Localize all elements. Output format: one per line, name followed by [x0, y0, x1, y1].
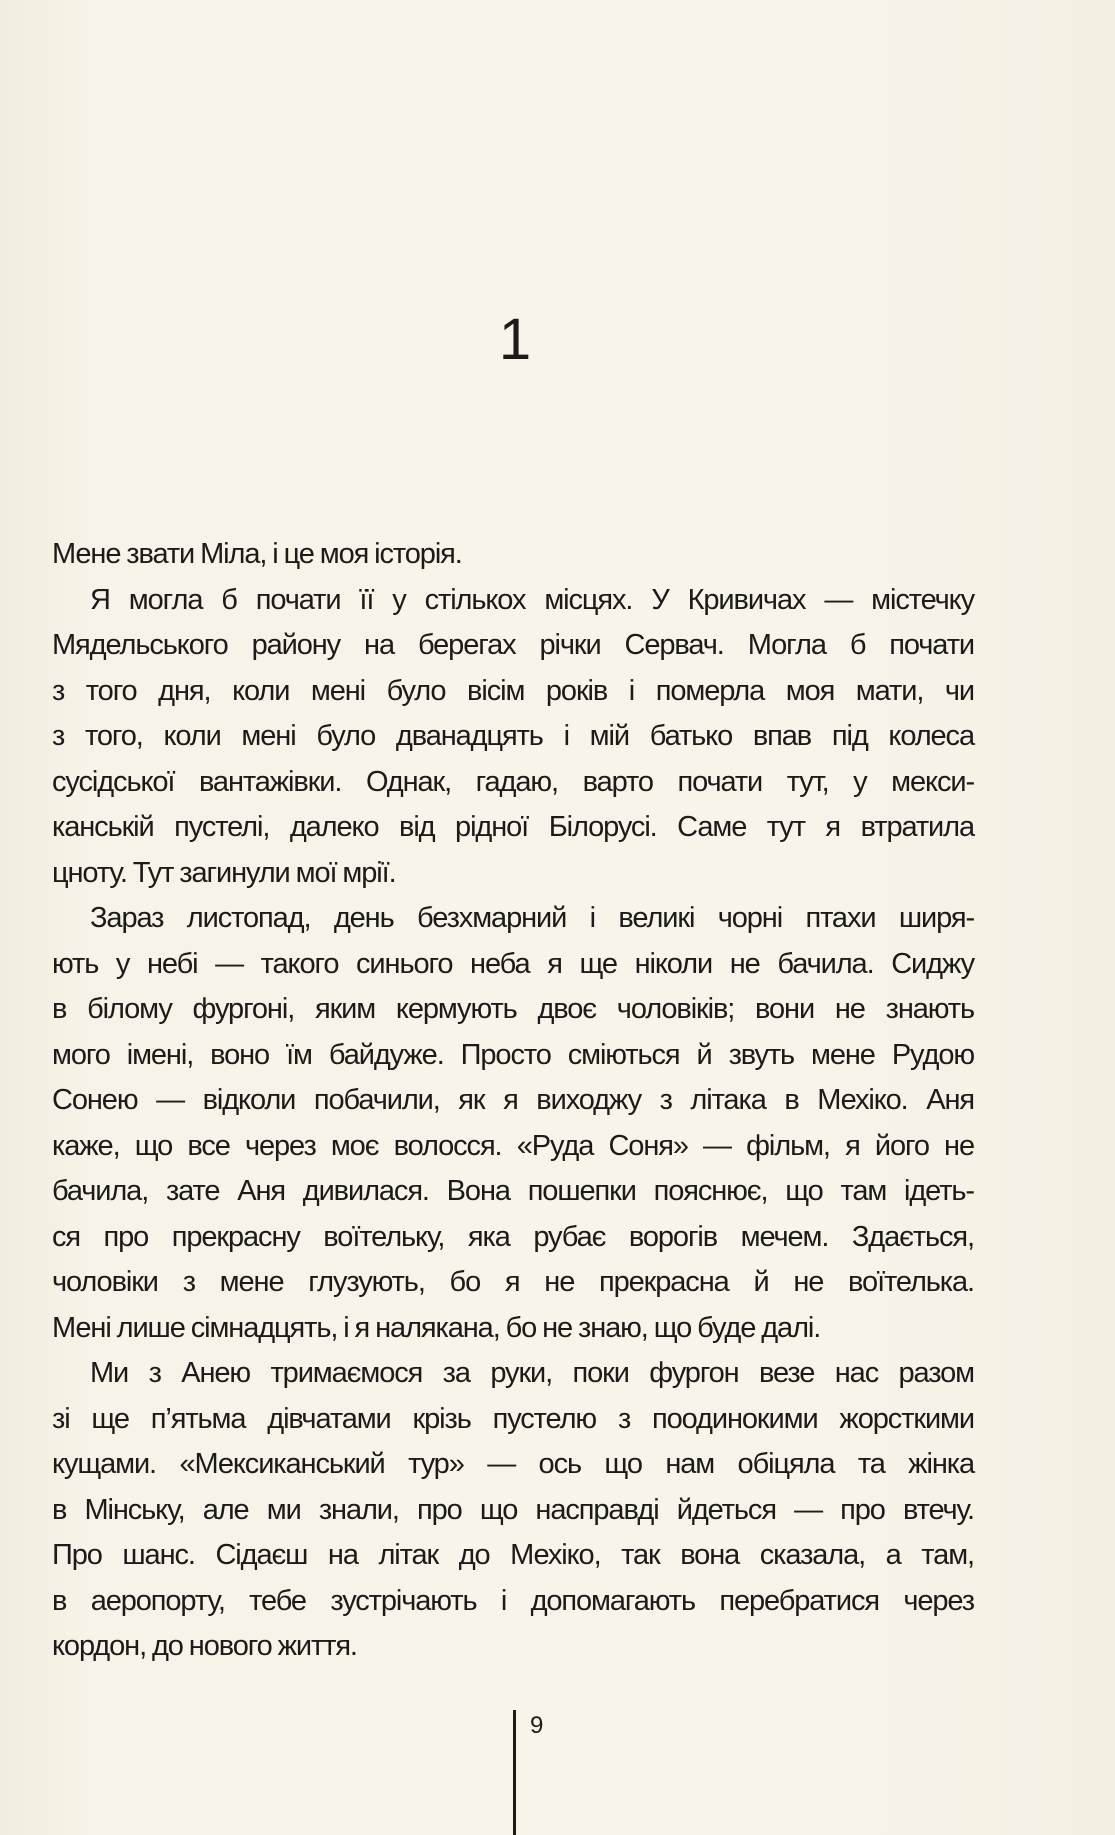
paragraph-continued: [52, 1397, 974, 1670]
body-text: [52, 532, 974, 1670]
text-line: ся про прекрасну воїтельку, яка рубає ворогів мечем. Здається,: [52, 1220, 974, 1253]
text-line: Зараз листопад, день безхмарний і великі чорні птахи ширя-: [90, 902, 974, 934]
text-line: кордон, до нового життя.: [52, 1630, 357, 1662]
paragraph: [52, 578, 974, 624]
text-line: з того дня, коли мені було вісім років і померла моя мати, чи: [52, 674, 974, 707]
text-line: цноту. Тут загинули мої мрії.: [52, 856, 396, 889]
text-line: Мядельського району на берегах річки Сервач. Могла б почати: [52, 629, 974, 661]
text-line: чоловіки з мене глузують, бо я не прекрасна й не воїтелька.: [52, 1266, 974, 1298]
chapter-number: 1: [498, 307, 532, 372]
paragraph-continued: [52, 623, 974, 896]
text-line: Мені лише сімнадцять, і я налякана, бо не знаю, що буде далі.: [52, 1311, 821, 1344]
text-line: кущами. «Мексиканський тур» — ось що нам обіцяла та жінка: [52, 1448, 974, 1480]
page-number: 9: [530, 1712, 544, 1739]
text-line: Я могла б почати її у стількох місцях. У Кривичах — містечку: [90, 583, 974, 616]
text-line: Сонею — відколи побачили, як я виходжу з літака в Мехіко. Аня: [52, 1084, 974, 1116]
text-line: бачила, зате Аня дивилася. Вона пошепки пояснює, що там ідеть-: [52, 1175, 974, 1207]
text-line: ють у небі — такого синього неба я ще ніколи не бачила. Сиджу: [52, 947, 974, 980]
text-line: сусідської вантажівки. Однак, гадаю, варто почати тут, у мекси-: [52, 765, 974, 798]
text-line: в Мінську, але ми знали, про що насправді йдеться — про втечу.: [52, 1493, 974, 1526]
paragraph-continued: [52, 942, 974, 1352]
text-line: в білому фургоні, яким кермують двоє чоловіків; вони не знають: [52, 993, 974, 1025]
text-line: в аеропорту, тебе зустрічають і допомагають перебратися через: [52, 1584, 974, 1617]
text-line: Про шанс. Сідаєш на літак до Мехіко, так вона сказала, а там,: [52, 1539, 974, 1571]
text-line: Мене звати Міла, і це моя історія.: [52, 538, 462, 570]
text-line: каже, що все через моє волосся. «Руда Соня» — фільм, я його не: [52, 1129, 974, 1162]
text-line: мого імені, воно їм байдуже. Просто сміються й звуть мене Рудою: [52, 1038, 974, 1071]
paragraph: [52, 532, 974, 578]
paragraph: [52, 896, 974, 942]
text-line: Ми з Анею тримаємося за руки, поки фургон везе нас разом: [90, 1357, 974, 1389]
page-number-rule: [513, 1710, 516, 1835]
text-line: з того, коли мені було дванадцять і мій батько впав під колеса: [52, 720, 974, 752]
text-line: зі ще п’ятьма дівчатами крізь пустелю з поодинокими жорсткими: [52, 1402, 974, 1435]
text-line: канській пустелі, далеко від рідної Білорусі. Саме тут я втратила: [52, 811, 974, 843]
paragraph: [52, 1351, 974, 1397]
